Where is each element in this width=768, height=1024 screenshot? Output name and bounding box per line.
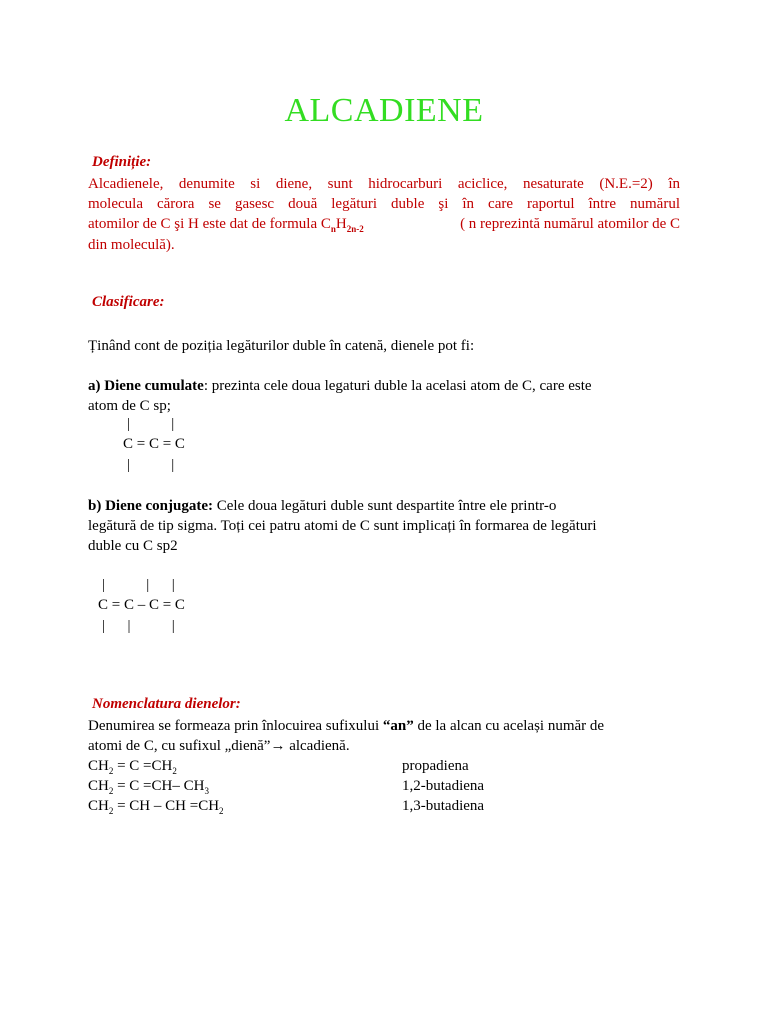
suffix-an: “an” (382, 718, 414, 734)
definition-line-1: Alcadienele, denumite si diene, sunt hidrocarburi aciclice, nesaturate (N.E.=2) în (88, 176, 680, 192)
classification-intro: Ținând cont de poziția legăturilor duble în catenă, dienele pot fi: (88, 338, 475, 354)
nomenclature-line-1-end: de la alcan cu același număr de (413, 718, 605, 734)
nomenclature-heading: Nomenclatura dienelor: (92, 696, 241, 712)
conjugate-structure-bottom-bonds: | | | (102, 618, 175, 634)
classification-heading: Clasificare: (92, 294, 165, 310)
nomenclature-paragraph (88, 716, 688, 756)
nomenclature-line-1 (88, 716, 688, 736)
definition-line-2: molecula cărora se gasesc două legături duble şi în care raportul între numărul (88, 196, 680, 212)
definition-heading: Definiție: (92, 154, 152, 170)
cumulate-paragraph (88, 376, 688, 416)
conjugate-structure-chain: C = C – C = C (98, 597, 185, 613)
conjugate-line-2: legătură de tip sigma. Toți cei patru atomi de C sunt implicați în formarea de legături (88, 518, 597, 534)
cumulate-line-1 (88, 376, 688, 396)
definition-line-3 (88, 214, 680, 235)
conjugate-text-1: Cele doua legături duble sunt despartite între ele printr-o (212, 498, 557, 514)
cumulate-text-1: : prezinta cele doua legaturi duble la acelasi atom de C, care este (203, 378, 592, 394)
cumulate-structure-bottom-bonds: | | (127, 457, 175, 473)
formula-subscript-2n2: 2n-2 (346, 224, 364, 234)
formula-subscript-n: n (330, 224, 336, 234)
definition-line-3-end: ( n reprezintă numărul atomilor de C (460, 216, 680, 232)
conjugate-paragraph (88, 496, 688, 556)
formula-row-1-2-butadiena: $CH_2 = C =CH-$ $CH_3$ (88, 778, 209, 796)
definition-line-4: din moleculă). (88, 237, 175, 253)
name-1-3-butadiena: 1,3-butadiena (402, 798, 485, 814)
cumulate-structure-chain: C = C = C (123, 436, 185, 452)
name-1-2-butadiena: 1,2-butadiena (402, 778, 485, 794)
definition-formula-prefix: atomilor de C şi H este dat de formula C (88, 216, 331, 232)
formula-h: H (335, 216, 347, 232)
definition-line-3-text (88, 214, 364, 235)
cumulate-label: a) Diene cumulate (88, 378, 204, 394)
nomenclature-line-1-start: Denumirea se formeaza prin înlocuirea sufixului (88, 718, 383, 734)
formula-row-propadiena: $CH_2 = C =CH_2$ (88, 758, 177, 776)
name-propadiena: propadiena (402, 758, 469, 774)
nomenclature-line-2: atomi de C, cu sufixul „dienă”→ alcadienă. (88, 738, 350, 754)
conjugate-structure-top-bonds: | | | (102, 577, 175, 593)
formula-row-1-3-butadiena: $CH_2$ = CH – CH $=CH_2$ (88, 798, 224, 816)
conjugate-line-1 (88, 496, 688, 516)
page-title: ALCADIENE (284, 92, 484, 129)
definition-paragraph (88, 174, 680, 255)
cumulate-line-2: atom de C sp; (88, 398, 171, 414)
conjugate-label: b) Diene conjugate: (88, 498, 213, 514)
conjugate-line-3: duble cu C sp2 (88, 538, 178, 554)
cumulate-structure-top-bonds: | | (127, 416, 175, 432)
